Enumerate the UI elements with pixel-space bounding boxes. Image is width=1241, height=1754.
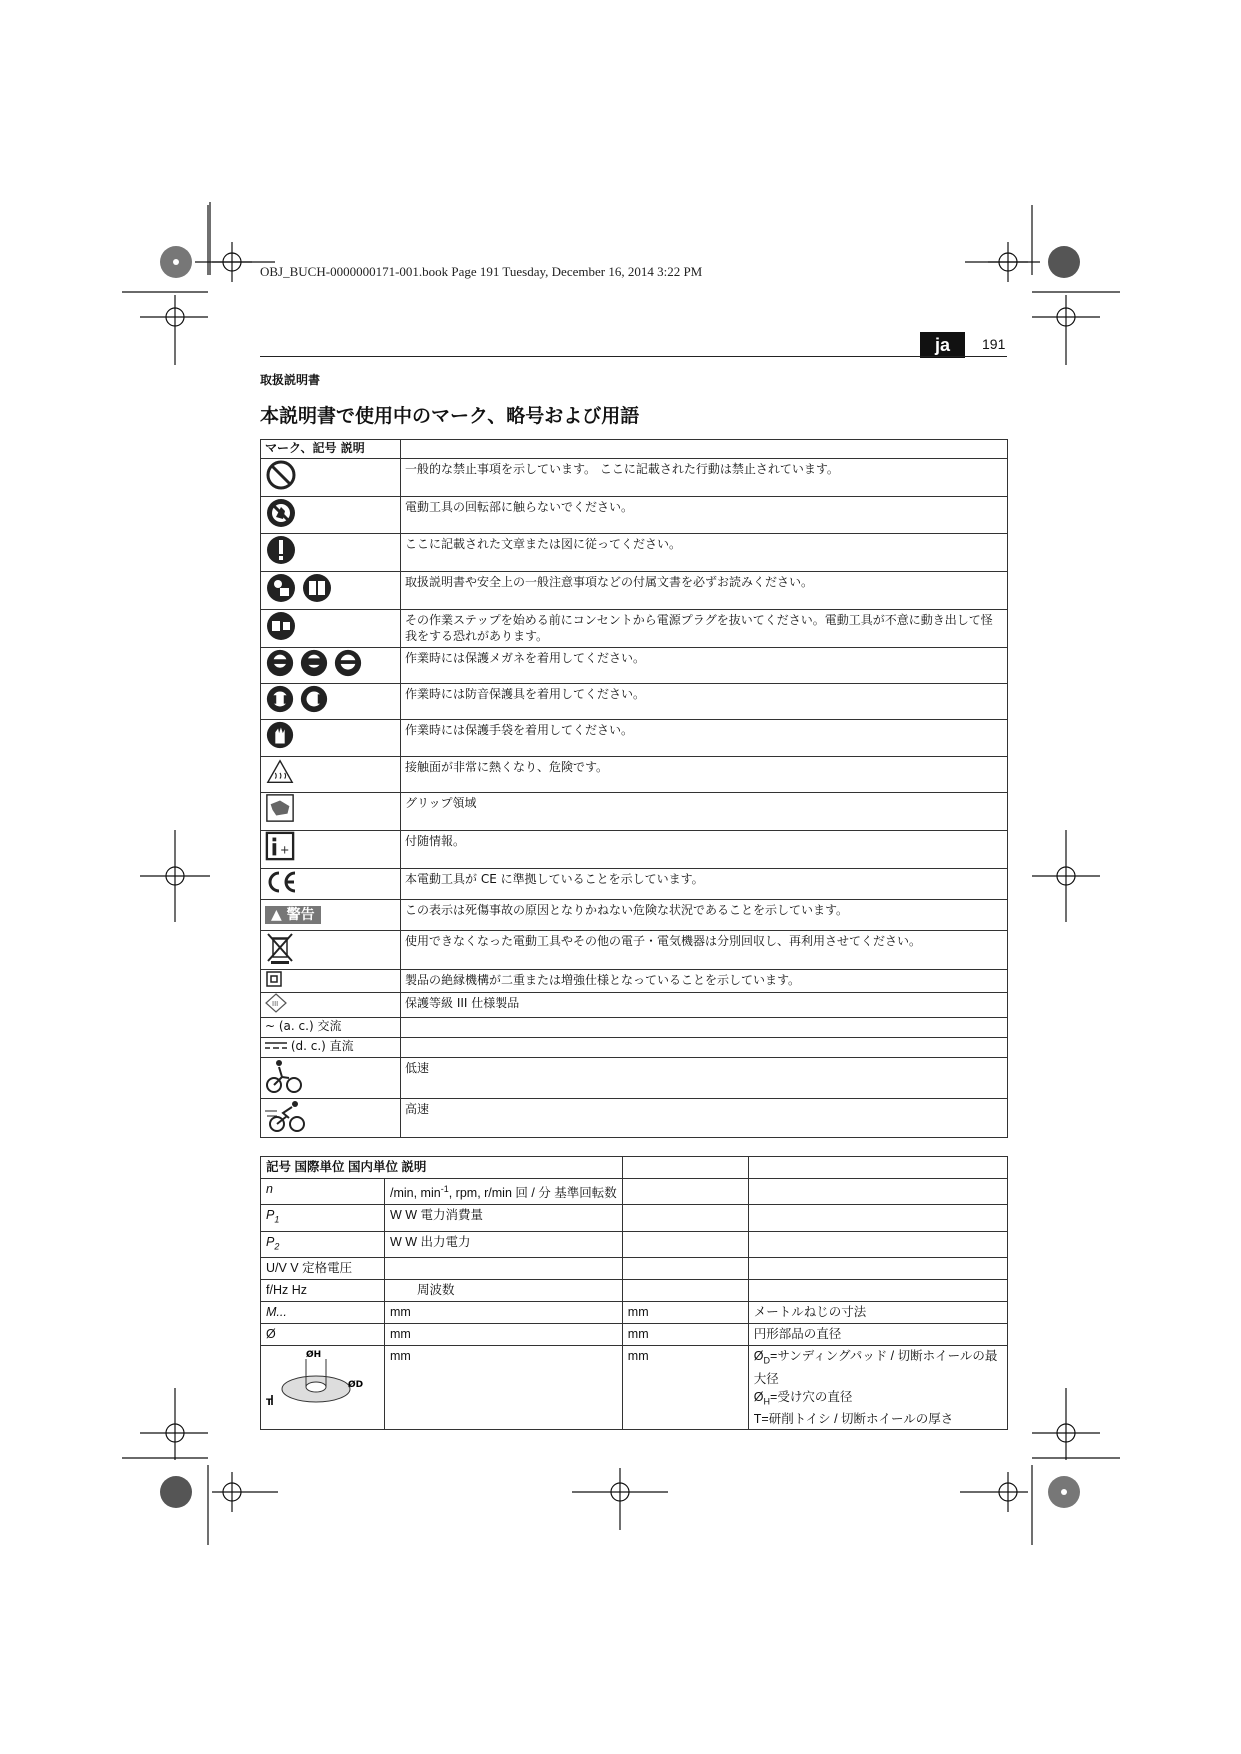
symbol-description: 作業時には保護手袋を着用してください。 xyxy=(401,720,1008,757)
unit-international: mm xyxy=(385,1324,623,1346)
symbol-description: この表示は死傷事故の原因となりかねない危険な状況であることを示しています。 xyxy=(401,900,1008,931)
table-row xyxy=(261,720,1008,757)
units-table-header: 記号 国際単位 国内単位 説明 xyxy=(261,1157,623,1179)
diagram-label-h: ØH xyxy=(306,1350,322,1361)
weee-bin-icon xyxy=(265,931,295,965)
table-row xyxy=(261,931,1008,970)
symbol-description: 作業時には防音保護具を着用してください。 xyxy=(401,684,1008,720)
table-row xyxy=(261,1258,1008,1280)
exclamation-icon xyxy=(265,534,297,566)
double-insulation-icon xyxy=(265,970,283,988)
table-row xyxy=(261,1058,1008,1099)
table-row xyxy=(261,1038,1008,1058)
svg-text:III: III xyxy=(272,1000,279,1008)
table-row xyxy=(261,1324,1008,1346)
ac-symbol-label: ~ (a. c.) 交流 xyxy=(261,1018,401,1038)
file-info-header: OBJ_BUCH-0000000171-001.book Page 191 Tuesday, December 16, 2014 3:22 PM xyxy=(260,264,703,279)
svg-text:+: + xyxy=(280,843,290,857)
symbol-description: その作業ステップを始める前にコンセントから電源プラグを抜いてください。電動工具が不意に動き出して怪我をする恐れがあります。 xyxy=(401,610,1008,648)
protection-class-3-icon xyxy=(265,993,287,1013)
unit-symbol: Ø xyxy=(261,1324,385,1346)
disc-dimension-diagram xyxy=(266,1347,366,1409)
unit-symbol: n xyxy=(261,1179,385,1205)
table-row xyxy=(261,993,1008,1018)
unit-symbol: $P_1$ xyxy=(261,1205,385,1232)
symbol-description: 接触面が非常に熱くなり、危険です。 xyxy=(401,757,1008,793)
page-number: 191 xyxy=(982,336,1006,352)
unit-symbol: $P_2$ xyxy=(261,1231,385,1258)
symbols-table-header: マーク、記号 説明 xyxy=(261,440,401,459)
ear-protection-icon xyxy=(265,684,396,714)
symbol-description: 高速 xyxy=(401,1099,1008,1138)
diagram-label-t: T xyxy=(266,1398,273,1409)
unit-international: W W 電力消費量 xyxy=(385,1205,623,1232)
symbol-description: グリップ領域 xyxy=(401,793,1008,831)
table-row xyxy=(261,572,1008,610)
table-row xyxy=(261,1346,1008,1430)
unit-description: $Ø_D=$サンディングパッド / 切断ホイールの最大径 $Ø_H=$受け穴の直径 T=研削トイシ / 切断ホイールの厚さ xyxy=(748,1346,1007,1430)
symbol-description: 取扱説明書や安全上の一般注意事項などの付属文書を必ずお読みください。 xyxy=(401,572,1008,610)
table-row xyxy=(261,497,1008,534)
header-rule xyxy=(260,356,1007,357)
unit-national: mm xyxy=(622,1302,748,1324)
table-row xyxy=(261,648,1008,684)
table-row xyxy=(261,1280,1008,1302)
unit-symbol: M... xyxy=(261,1302,385,1324)
table-row xyxy=(261,757,1008,793)
table-row xyxy=(261,1179,1008,1205)
gloves-icon xyxy=(265,720,295,750)
symbol-description: 一般的な禁止事項を示しています。 ここに記載された行動は禁止されています。 xyxy=(401,459,1008,497)
table-row xyxy=(261,1205,1008,1232)
disc-diagram-cell xyxy=(261,1346,385,1430)
units-table xyxy=(260,1156,1008,1430)
language-badge: ja xyxy=(920,332,965,358)
grip-area-icon xyxy=(265,793,295,823)
symbol-description: 作業時には保護メガネを着用してください。 xyxy=(401,648,1008,684)
ce-mark-icon xyxy=(265,869,299,895)
symbol-description: 本電動工具が CE に準拠していることを示しています。 xyxy=(401,869,1008,900)
prohibition-icon xyxy=(265,459,297,491)
unit-national: mm xyxy=(622,1346,748,1430)
table-row xyxy=(261,459,1008,497)
unit-international: W W 出力電力 xyxy=(385,1231,623,1258)
fast-bicycle-icon xyxy=(265,1099,307,1133)
symbol-description: 使用できなくなった電動工具やその他の電子・電気機器は分別回収し、再利用させてください。 xyxy=(401,931,1008,970)
symbol-description: ここに記載された文章または図に従ってください。 xyxy=(401,534,1008,572)
unit-symbol: U/V V 定格電圧 xyxy=(261,1258,385,1280)
table-row xyxy=(261,610,1008,648)
diagram-label-d: ØD xyxy=(348,1380,364,1391)
read-manual-icon xyxy=(265,572,396,604)
no-touch-rotating-icon xyxy=(265,497,297,529)
symbol-description: 低速 xyxy=(401,1058,1008,1099)
unit-description: メートルねじの寸法 xyxy=(748,1302,1007,1324)
unit-international: mm xyxy=(385,1346,623,1430)
table-row xyxy=(261,900,1008,931)
unit-description: 円形部品の直径 xyxy=(748,1324,1007,1346)
table-row xyxy=(261,684,1008,720)
table-row xyxy=(261,1099,1008,1138)
hot-surface-icon xyxy=(265,757,295,787)
safety-goggles-icon xyxy=(265,648,396,678)
table-row xyxy=(261,1018,1008,1038)
unplug-icon xyxy=(265,610,297,642)
info-icon xyxy=(265,831,295,861)
warning-label-text: 警告 xyxy=(286,907,315,923)
dc-symbol-label: (d. c.) 直流 xyxy=(290,1039,354,1053)
symbol-description: 付随情報。 xyxy=(401,831,1008,869)
unit-international: mm xyxy=(385,1302,623,1324)
table-row xyxy=(261,1231,1008,1258)
symbol-description: 電動工具の回転部に触らないでください。 xyxy=(401,497,1008,534)
table-row xyxy=(261,534,1008,572)
unit-international: 周波数 xyxy=(385,1280,623,1302)
section-label: 取扱説明書 xyxy=(260,373,321,387)
unit-national: mm xyxy=(622,1324,748,1346)
table-row xyxy=(261,970,1008,993)
symbol-description: 保護等級 III 仕様製品 xyxy=(401,993,1008,1018)
page-title: 本説明書で使用中のマーク、略号および用語 xyxy=(260,405,640,427)
table-row xyxy=(261,1302,1008,1324)
unit-international: /min, $\min^{-1}$, rpm, r/min 回 / 分 基準回転数 xyxy=(385,1179,623,1205)
table-row xyxy=(261,831,1008,869)
symbols-table xyxy=(260,439,1008,1138)
table-row xyxy=(261,869,1008,900)
warning-label-icon: ▲ 警告 xyxy=(265,906,321,924)
symbol-description: 製品の絶縁機構が二重または増強仕様となっていることを示しています。 xyxy=(401,970,1008,993)
unit-symbol: f/Hz Hz xyxy=(261,1280,385,1302)
table-row xyxy=(261,793,1008,831)
dc-icon xyxy=(265,1040,287,1050)
slow-bicycle-icon xyxy=(265,1058,303,1094)
